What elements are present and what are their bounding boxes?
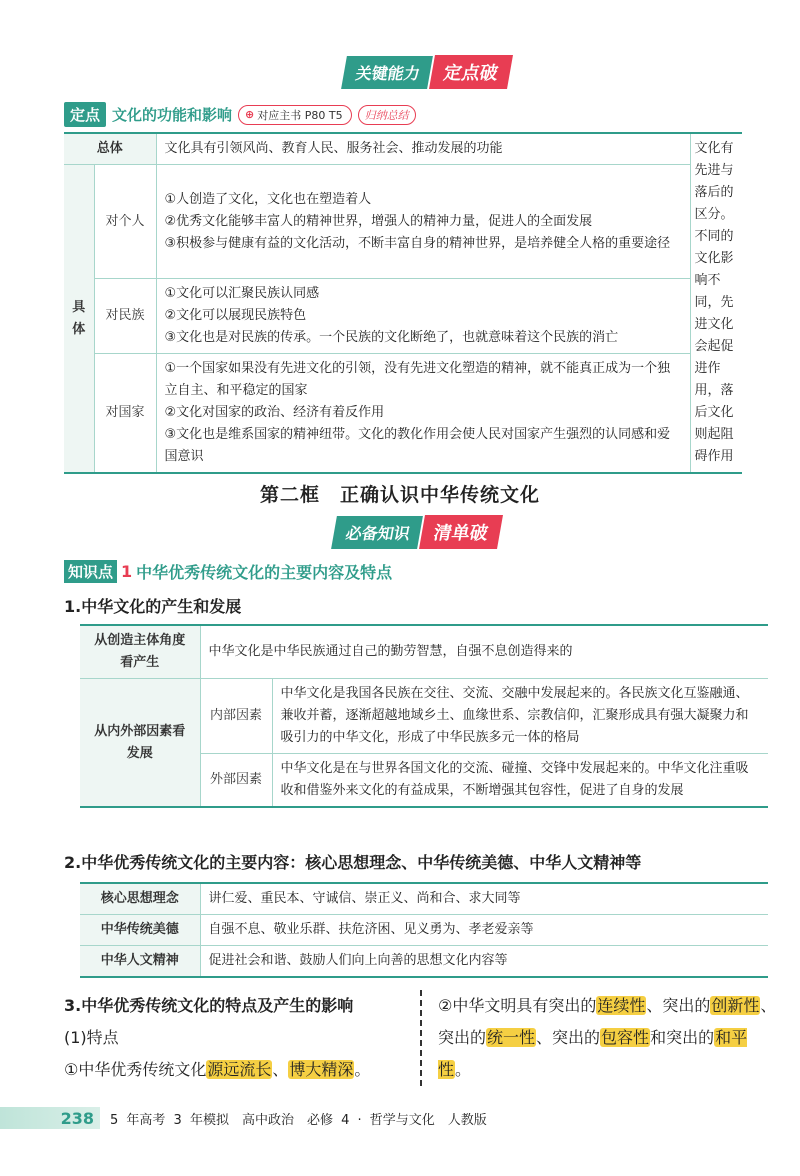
text-run: 、突出的 <box>646 996 711 1015</box>
heading-1: 1.中华文化的产生和发展 <box>64 597 242 616</box>
highlight: 创新性 <box>711 996 760 1015</box>
line: ③文化也是对民族的传承。一个民族的文化断绝了，也就意味着这个民族的消亡 <box>164 330 619 345</box>
line: ①文化可以汇聚民族认同感 <box>164 286 320 301</box>
heading-3: 3.中华优秀传统文化的特点及产生的影响 <box>64 996 354 1015</box>
subheading-features: (1)特点 <box>64 1028 119 1047</box>
heading-2: 2.中华优秀传统文化的主要内容：核心思想理念、中华传统美德、中华人文精神等 <box>64 853 642 872</box>
highlight: 统一性 <box>487 1028 536 1047</box>
content-text: 讲仁爱、重民本、守诚信、崇正义、尚和合、求大同等 <box>200 883 768 915</box>
factors-label: 从内外部因素看发展 <box>80 679 200 808</box>
content-text: 促进社会和谐、鼓励人们向上向善的思想文化内容等 <box>200 946 768 978</box>
line: ②优秀文化能够丰富人的精神世界，增强人的精神力量，促进人的全面发展 <box>164 213 593 229</box>
content-text: 自强不息、敬业乐群、扶危济困、见义勇为、孝老爱亲等 <box>200 915 768 946</box>
specific-label: 具体 <box>64 165 94 474</box>
highlight: 包容性 <box>601 1028 650 1047</box>
text-run: 。 <box>354 1060 371 1079</box>
outer-factor-label: 外部因素 <box>200 754 272 808</box>
side-note: 文化有先进与落后的区分。不同的文化影响不同，先进文化会起促进作用，落后文化则起阻碍作用 <box>690 133 742 473</box>
banner2-right-label: 清单破 <box>419 515 503 549</box>
highlight: 博大精深 <box>289 1060 354 1079</box>
line: ③积极参与健康有益的文化活动，不断丰富自身的精神世界，是培养健全人格的重要途径 <box>164 235 671 251</box>
text-run: 和突出的 <box>650 1028 715 1047</box>
page-number-bar <box>0 1107 100 1129</box>
knowledge-point-title: 中华优秀传统文化的主要内容及特点 <box>136 563 393 582</box>
banner-left-label: 关键能力 <box>341 56 433 89</box>
row-label-country: 对国家 <box>94 354 156 474</box>
creator-label: 从创造主体角度看产生 <box>80 625 200 679</box>
culture-function-table <box>64 132 742 474</box>
right-column <box>438 990 778 1086</box>
footer-text: 5 年高考 3 年模拟 高中政治 必修 4 · 哲学与文化 人教版 <box>110 1112 487 1128</box>
summary-tag: 归纳总结 <box>358 105 416 125</box>
overall-label: 总体 <box>64 133 156 165</box>
line: ①一个国家如果没有先进文化的引领，没有先进文化塑造的精神，就不能真正成为一个独立自主、和平稳定的国家 <box>164 361 671 398</box>
outer-factor-text: 中华文化是在与世界各国文化的交流、碰撞、交锋中发展起来的。中华文化注重吸收和借鉴外来文化的有益成果，不断增强其包容性，促进了自身的发展 <box>272 754 768 808</box>
content-label: 核心思想理念 <box>80 883 200 915</box>
text-run: ①中华优秀传统文化 <box>64 1060 207 1079</box>
knowledge-point-number: 1 <box>121 562 133 581</box>
row-text-individual <box>156 165 690 279</box>
content-label: 中华传统美德 <box>80 915 200 946</box>
inner-factor-text: 中华文化是我国各民族在交往、交流、交融中发展起来的。各民族文化互鉴融通、兼收并蓄，逐渐超越地域乡土、血缘世系、宗教信仰，汇聚形成具有强大凝聚力和吸引力的中华文化，形成了中华民族多元一体的格局 <box>272 679 768 754</box>
feature-paragraph-1 <box>64 1054 404 1086</box>
overall-text: 文化具有引领风尚、教育人民、服务社会、推动发展的功能 <box>156 133 690 165</box>
text-run: 、突出的 <box>536 1028 601 1047</box>
highlight: 和平性 <box>438 1028 748 1079</box>
row-label-nation: 对民族 <box>94 279 156 354</box>
text-run: 、 <box>272 1060 289 1079</box>
inner-factor-label: 内部因素 <box>200 679 272 754</box>
row-text-nation <box>156 279 690 354</box>
section-banner-2 <box>334 516 500 548</box>
text-run: ②中华文明具有突出的 <box>438 996 597 1015</box>
line: ②文化可以展现民族特色 <box>164 308 307 323</box>
row-text-country <box>156 354 690 474</box>
section-tag: 定点 <box>64 102 106 127</box>
row-label-individual: 对个人 <box>94 165 156 279</box>
text-run: 。 <box>455 1060 472 1079</box>
content-label: 中华人文精神 <box>80 946 200 978</box>
banner2-left-label: 必备知识 <box>331 516 423 549</box>
line: ①人创造了文化，文化也在塑造着人 <box>164 191 372 207</box>
reference-text: 对应主书 P80 T5 <box>257 108 343 122</box>
section-banner <box>344 56 510 88</box>
origin-development-table <box>80 624 768 808</box>
left-column <box>64 990 404 1086</box>
section-header <box>64 102 416 127</box>
page-number: 238 <box>60 1108 94 1128</box>
target-icon: ⊕ <box>245 108 255 121</box>
text-run: 、突出的 <box>438 996 777 1047</box>
line: ③文化也是维系国家的精神纽带。文化的教化作用会使人民对国家产生强烈的认同感和爱国意识 <box>164 427 671 464</box>
reference-pill <box>238 105 352 125</box>
section-title: 文化的功能和影响 <box>112 106 233 124</box>
creator-text: 中华文化是中华民族通过自己的勤劳智慧，自强不息创造得来的 <box>200 625 768 679</box>
page-footer <box>0 1104 800 1132</box>
highlight: 源远流长 <box>207 1060 272 1079</box>
banner-right-label: 定点破 <box>429 55 513 89</box>
knowledge-point-tag: 知识点 <box>64 560 117 583</box>
line: ②文化对国家的政治、经济有着反作用 <box>164 405 385 420</box>
chapter-title: 第二框 正确认识中华传统文化 <box>259 484 540 506</box>
column-divider <box>420 990 422 1086</box>
knowledge-point-header <box>64 560 392 583</box>
main-content-table <box>80 882 768 978</box>
highlight: 连续性 <box>597 996 646 1015</box>
